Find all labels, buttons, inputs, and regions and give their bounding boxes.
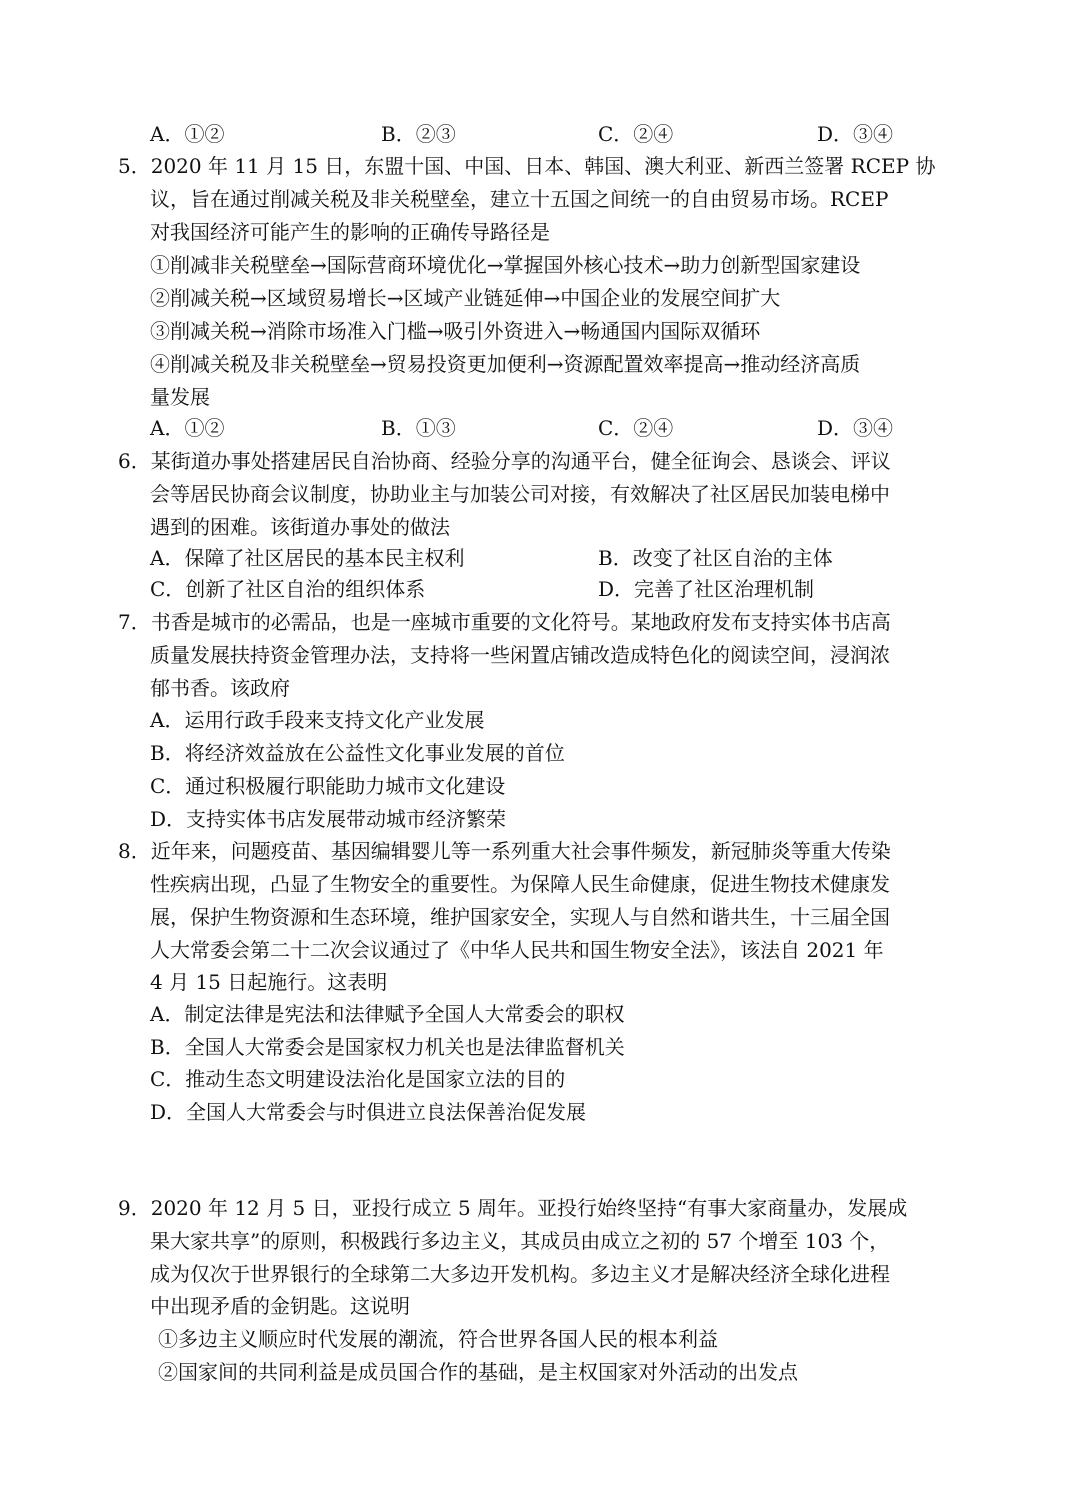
- q6-option-a: A．保障了社区居民的基本民主权利: [150, 546, 465, 570]
- q8-option-c: C．推动生态文明建设法治化是国家立法的目的: [150, 1067, 566, 1091]
- q6-stem-line: 会等居民协商会议制度，协助业主与加装公司对接，有效解决了社区居民加装电梯中: [150, 482, 890, 506]
- q5-item: 量发展: [150, 385, 210, 409]
- q5-option-a: A．①②: [150, 416, 225, 440]
- q5-item: ①削减非关税壁垒→国际营商环境优化→掌握国外核心技术→助力创新型国家建设: [150, 253, 861, 277]
- q7-option-a: A．运用行政手段来支持文化产业发展: [150, 708, 485, 732]
- q6-option-d: D．完善了社区治理机制: [598, 577, 815, 601]
- q5-item: ②削减关税→区域贸易增长→区域产业链延伸→中国企业的发展空间扩大: [150, 286, 781, 310]
- option-d: D．③④: [817, 122, 894, 146]
- q7-stem-line: 质量发展扶持资金管理办法，支持将一些闲置店铺改造成特色化的阅读空间，浸润浓: [150, 643, 890, 667]
- q7-option-c: C．通过积极履行职能助力城市文化建设: [150, 774, 506, 798]
- q9-stem-line: 成为仅次于世界银行的全球第二大多边开发机构。多边主义才是解决经济全球化进程: [150, 1262, 890, 1286]
- q8-stem-line: 展，保护生物资源和生态环境，维护国家安全，实现人与自然和谐共生，十三届全国: [150, 905, 890, 929]
- q8-stem-line: 8．近年来，问题疫苗、基因编辑婴儿等一系列重大社会事件频发，新冠肺炎等重大传染: [118, 839, 891, 863]
- q8-option-a: A．制定法律是宪法和法律赋予全国人大常委会的职权: [150, 1002, 625, 1026]
- q5-stem-line: 对我国经济可能产生的影响的正确传导路径是: [150, 220, 550, 244]
- q9-item: ①多边主义顺应时代发展的潮流，符合世界各国人民的根本利益: [158, 1327, 718, 1351]
- q9-stem-line: 9．2020 年 12 月 5 日，亚投行成立 5 周年。亚投行始终坚持“有事大家商量办，发展成: [118, 1196, 908, 1220]
- q8-option-b: B．全国人大常委会是国家权力机关也是法律监督机关: [150, 1035, 625, 1059]
- q7-stem-line: 郁书香。该政府: [150, 676, 290, 700]
- option-c: C．②④: [598, 122, 674, 146]
- q8-option-d: D．全国人大常委会与时俱进立良法保善治促发展: [150, 1100, 587, 1124]
- q5-item: ④削减关税及非关税壁垒→贸易投资更加便利→资源配置效率提高→推动经济高质: [150, 352, 861, 376]
- q9-item: ②国家间的共同利益是成员国合作的基础，是主权国家对外活动的出发点: [158, 1360, 798, 1384]
- q8-stem-line: 性疾病出现，凸显了生物安全的重要性。为保障人民生命健康，促进生物技术健康发: [150, 872, 890, 896]
- q6-option-c: C．创新了社区自治的组织体系: [150, 577, 426, 601]
- q6-option-b: B．改变了社区自治的主体: [598, 546, 833, 570]
- q8-stem-line: 4 月 15 日起施行。这表明: [150, 970, 388, 994]
- q5-stem-line: 议，旨在通过削减关税及非关税壁垒，建立十五国之间统一的自由贸易市场。RCEP: [150, 187, 889, 211]
- q7-stem-line: 7．书香是城市的必需品，也是一座城市重要的文化符号。某地政府发布支持实体书店高: [118, 610, 891, 634]
- q5-option-c: C．②④: [598, 416, 674, 440]
- q7-option-b: B．将经济效益放在公益性文化事业发展的首位: [150, 741, 565, 765]
- q5-option-d: D．③④: [817, 416, 894, 440]
- q5-item: ③削减关税→消除市场准入门槛→吸引外资进入→畅通国内国际双循环: [150, 319, 761, 343]
- q6-stem-line: 6．某街道办事处搭建居民自治协商、经验分享的沟通平台，健全征询会、恳谈会、评议: [118, 449, 891, 473]
- q9-stem-line: 果大家共享”的原则，积极践行多边主义，其成员由成立之初的 57 个增至 103 个，: [150, 1229, 890, 1253]
- option-b: B．②③: [381, 122, 456, 146]
- q5-option-b: B．①③: [381, 416, 456, 440]
- q9-stem-line: 中出现矛盾的金钥匙。这说明: [150, 1294, 410, 1318]
- q6-stem-line: 遇到的困难。该街道办事处的做法: [150, 515, 450, 539]
- option-a: A．①②: [150, 122, 225, 146]
- q7-option-d: D．支持实体书店发展带动城市经济繁荣: [150, 807, 507, 831]
- q8-stem-line: 人大常委会第二十二次会议通过了《中华人民共和国生物安全法》，该法自 2021 年: [150, 938, 884, 962]
- q5-stem-line: 5．2020 年 11 月 15 日，东盟十国、中国、日本、韩国、澳大利亚、新西兰签署 RCEP 协: [118, 154, 936, 178]
